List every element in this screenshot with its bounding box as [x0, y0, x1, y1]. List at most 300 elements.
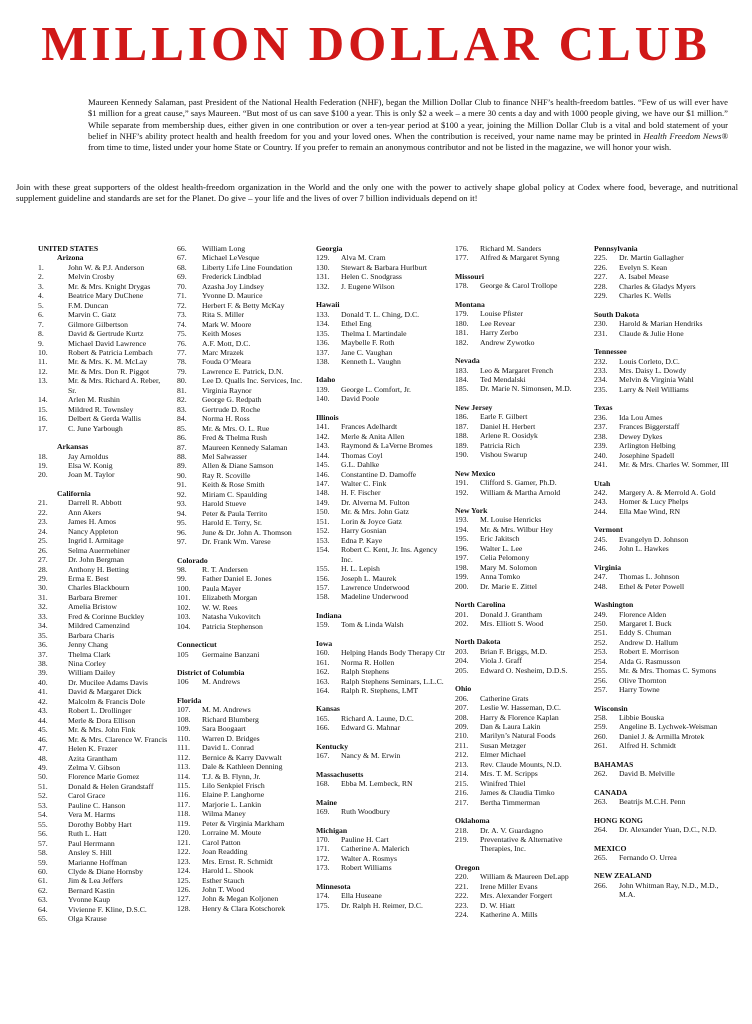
member-entry: [38, 858, 168, 867]
member-name: Fouda O’Meara: [202, 357, 251, 367]
member-number: 159.: [316, 620, 330, 630]
member-entry: [38, 395, 168, 404]
member-number: 146.: [316, 469, 330, 479]
member-number: 198.: [455, 562, 469, 572]
member-entry: [38, 668, 168, 677]
member-entry: [38, 498, 168, 507]
member-entry: [455, 826, 587, 835]
member-entry: [38, 754, 168, 763]
member-name: Clyde & Diane Hornsby: [68, 867, 143, 876]
member-entry: [316, 592, 447, 601]
country-heading: MEXICO: [594, 843, 627, 853]
member-name: Arlen M. Rushin: [68, 395, 120, 405]
member-entry: [38, 593, 168, 602]
member-entry: [316, 526, 447, 535]
member-name: John Whitman Ray, N.D., M.D., M.A.: [619, 880, 719, 900]
member-name: Nina Corley: [68, 659, 106, 669]
member-name: Amelia Bristow: [68, 602, 117, 612]
member-name: Katherine A. Mills: [480, 910, 538, 920]
member-number: 157.: [316, 582, 330, 592]
member-number: 1.: [38, 262, 44, 272]
member-name: Margery A. & Merrold A. Gold: [619, 487, 716, 497]
member-name: Richard A. Laune, D.C.: [341, 713, 414, 723]
state-heading: Arkansas: [57, 442, 89, 452]
member-number: 117.: [177, 799, 191, 809]
member-number: 71.: [177, 291, 187, 301]
member-number: 136.: [316, 338, 330, 348]
member-entry: [177, 781, 307, 790]
member-entry: [455, 338, 587, 347]
member-entry: [316, 432, 447, 441]
member-entry: [594, 647, 734, 656]
member-name: Marilyn’s Natural Foods: [480, 731, 556, 741]
member-name: Mr. & Mrs. Thomas C. Symons: [619, 666, 717, 676]
member-entry: [594, 797, 734, 806]
member-name: Dr. Alexander Yuan, D.C., N.D.: [619, 825, 717, 835]
member-number: 86.: [177, 433, 187, 443]
member-name: Paul Herrmann: [68, 838, 115, 848]
join-paragraph: Join with these great supporters of the oldest health-freedom organization in the World and the only one with the power to actively shape global policy at Codex where food, beverage, and nutritional supplement guideline and standards are set for the Planet. Do give – your life and the lives of over 7 billion individuals depend on it!: [16, 182, 738, 204]
state-heading: New York: [455, 505, 488, 515]
member-entry: [177, 565, 307, 574]
member-entry: [594, 329, 734, 338]
member-name: Donald T. L. Ching, D.C.: [341, 309, 420, 319]
member-name: Yvonne Kaup: [68, 895, 111, 905]
intro-text: Maureen Kennedy Salaman, past President of the National Health Federation (NHF), began the Million Dollar Club to finance NHF’s health-freedom battles. “Few of us will ever have $1 million for a great cause,” says Maureen. “But most of us can save $100 a year. This is only $2 a week – a mere 30 cents a day and with 1000 people giving, we have our $1 million.” While separate from membership dues, either given in one contribution or over a ten-year period at $100 a year, joining the Million Dollar Club is a vital and bold statement of your belief in NHF’s ability protect health and health freedom for you and your loved ones. When the contribution is received, your name name may be printed in: [88, 97, 728, 141]
member-name: Dr. Alverna M. Fulton: [341, 497, 410, 507]
member-name: David & Gertrude Kurtz: [68, 329, 144, 339]
member-entry: [177, 443, 307, 452]
member-entry: [177, 461, 307, 470]
member-number: 79.: [177, 366, 187, 376]
member-name: Dr. Martin Gallagher: [619, 253, 684, 263]
member-name: Alfred & Margaret Synng: [480, 253, 560, 263]
member-name: Dorothy Bobby Hart: [68, 819, 132, 829]
member-name: C. June Yarbough: [68, 423, 123, 433]
member-name: Vera M. Harms: [68, 810, 116, 820]
member-entry: [38, 659, 168, 668]
member-number: 9.: [38, 338, 44, 348]
member-entry: [594, 253, 734, 262]
member-name: Mr. & Mrs. K. M. McLay: [68, 357, 148, 367]
member-name: Thomas Coyl: [341, 450, 383, 460]
member-entry: [316, 385, 447, 394]
member-entry: [316, 348, 447, 357]
member-entry: [594, 507, 734, 516]
member-name: Miriam C. Spaulding: [202, 489, 268, 499]
member-number: 91.: [177, 480, 187, 490]
member-name: George L. Comfort, Jr.: [341, 384, 411, 394]
member-number: 78.: [177, 357, 187, 367]
member-number: 234.: [594, 375, 608, 385]
member-entry: [38, 640, 168, 649]
member-number: 225.: [594, 253, 608, 263]
member-name: Vivienne F. Kline, D.S.C.: [68, 904, 147, 914]
member-name: George G. Redpath: [202, 395, 262, 405]
state-heading: Iowa: [316, 638, 333, 648]
member-name: Stewart & Barbara Hurlburt: [341, 262, 428, 272]
member-name: Michael LeVesque: [202, 253, 260, 263]
member-entry: [455, 412, 587, 421]
member-entry: [38, 310, 168, 319]
member-number: 250.: [594, 618, 608, 628]
member-entry: [455, 582, 587, 591]
member-entry: [594, 497, 734, 506]
member-entry: [38, 687, 168, 696]
member-name: John & Megan Koljonen: [202, 894, 279, 904]
member-entry: [455, 779, 587, 788]
state-heading: Wisconsin: [594, 703, 628, 713]
member-number: 108.: [177, 714, 191, 724]
member-number: 52.: [38, 791, 48, 801]
member-number: 19.: [38, 460, 48, 470]
member-name: A. Isabel Mease: [619, 272, 669, 282]
member-name: David Poole: [341, 394, 380, 404]
member-number: 102.: [177, 602, 191, 612]
member-number: 145.: [316, 460, 330, 470]
member-number: 261.: [594, 741, 608, 751]
member-name: Thelma Clark: [68, 649, 111, 659]
member-name: Mr. & Mrs. John Fink: [68, 725, 136, 735]
country-heading: HONG KONG: [594, 815, 643, 825]
member-entry: [594, 263, 734, 272]
member-entry: [38, 801, 168, 810]
member-entry: [316, 282, 447, 291]
member-number: 32.: [38, 602, 48, 612]
member-name: Germaine Banzani: [202, 649, 260, 659]
member-entry: [177, 499, 307, 508]
state-heading: Virginia: [594, 562, 622, 572]
member-entry: [316, 263, 447, 272]
member-number: 162.: [316, 667, 330, 677]
member-entry: [177, 490, 307, 499]
member-number: 54.: [38, 810, 48, 820]
member-column-4: [455, 244, 587, 920]
member-name: Zelma V. Gibson: [68, 763, 121, 773]
member-number: 248.: [594, 581, 608, 591]
member-number: 11.: [38, 357, 48, 367]
member-name: Michael David Lawrence: [68, 338, 147, 348]
member-entry: [177, 593, 307, 602]
member-entry: [316, 422, 447, 431]
state-heading: Missouri: [455, 271, 485, 281]
member-name: Mrs. Daisy L. Dowdy: [619, 365, 687, 375]
member-name: Ella Huseane: [341, 891, 382, 901]
member-name: Mr. & Mrs. John Gatz: [341, 507, 409, 517]
member-number: 260.: [594, 731, 608, 741]
member-entry: [594, 572, 734, 581]
member-entry: [455, 366, 587, 375]
member-number: 2.: [38, 272, 44, 282]
state-heading: Oklahoma: [455, 816, 490, 826]
member-name: Olga Krause: [68, 914, 107, 924]
member-name: David B. Melville: [619, 769, 675, 779]
member-entry: [455, 835, 587, 854]
member-name: M. M. Andrews: [202, 705, 251, 715]
member-number: 256.: [594, 675, 608, 685]
member-number: 121.: [177, 837, 191, 847]
member-name: Ralph Stephens: [341, 667, 390, 677]
member-number: 187.: [455, 421, 469, 431]
member-name: Mark W. Moore: [202, 319, 252, 329]
member-name: Thelma I. Martindale: [341, 328, 407, 338]
member-name: Joseph L. Maurek: [341, 573, 397, 583]
member-entry: [455, 572, 587, 581]
member-entry: [594, 366, 734, 375]
member-entry: [177, 612, 307, 621]
member-number: 22.: [38, 507, 48, 517]
member-entry: [177, 677, 307, 686]
member-entry: [177, 376, 307, 385]
member-entry: [316, 310, 447, 319]
member-name: Irene Miller Evans: [480, 881, 538, 891]
member-name: Jay Arnoldus: [68, 451, 109, 461]
member-name: Helen K. Frazer: [68, 744, 118, 754]
member-name: Larry & Neil Williams: [619, 384, 689, 394]
member-name: Mr. & Mrs. Knight Drygas: [68, 281, 151, 291]
member-number: 27.: [38, 555, 48, 565]
member-entry: [38, 263, 168, 272]
member-name: Ruth Woodbury: [341, 807, 390, 817]
member-entry: [316, 498, 447, 507]
member-entry: [594, 825, 734, 834]
member-number: 109.: [177, 724, 191, 734]
member-number: 44.: [38, 715, 48, 725]
member-entry: [38, 329, 168, 338]
member-name: Brian F. Briggs, M.D.: [480, 646, 548, 656]
member-entry: [38, 612, 168, 621]
member-number: 262.: [594, 769, 608, 779]
member-name: Claude & Julie Hone: [619, 328, 684, 338]
member-number: 30.: [38, 583, 48, 593]
member-number: 160.: [316, 648, 330, 658]
member-number: 70.: [177, 281, 187, 291]
member-entry: [38, 631, 168, 640]
member-number: 254.: [594, 656, 608, 666]
magazine-name: Health Freedom News®: [643, 130, 728, 141]
member-number: 85.: [177, 423, 187, 433]
member-name: Jenny Chang: [68, 640, 108, 650]
member-entry: [38, 905, 168, 914]
member-name: Celia Pelomony: [480, 553, 530, 563]
member-entry: [594, 291, 734, 300]
member-name: Ted Mendalski: [480, 374, 526, 384]
member-number: 251.: [594, 628, 608, 638]
member-number: 96.: [177, 527, 187, 537]
member-number: 214.: [455, 769, 469, 779]
member-name: James H. Amos: [68, 517, 117, 527]
member-name: Elmer Michael: [480, 750, 526, 760]
member-name: Marianne Hoffman: [68, 857, 127, 867]
member-number: 257.: [594, 685, 608, 695]
state-heading: Oregon: [455, 862, 480, 872]
member-number: 111.: [177, 743, 190, 753]
member-entry: [177, 320, 307, 329]
member-number: 141.: [316, 422, 330, 432]
member-number: 184.: [455, 374, 469, 384]
member-name: Charles K. Wells: [619, 291, 671, 301]
member-number: 36.: [38, 640, 48, 650]
member-number: 195.: [455, 534, 469, 544]
member-name: David & Margaret Dick: [68, 687, 142, 697]
member-entry: [316, 357, 447, 366]
member-number: 133.: [316, 309, 330, 319]
member-name: Eddy S. Chuman: [619, 628, 672, 638]
member-entry: [38, 320, 168, 329]
member-name: Selma Auerrnehiner: [68, 545, 130, 555]
member-entry: [38, 536, 168, 545]
member-number: 178.: [455, 281, 469, 291]
member-entry: [594, 769, 734, 778]
member-number: 227.: [594, 272, 608, 282]
member-number: 3.: [38, 281, 44, 291]
member-number: 116.: [177, 790, 191, 800]
member-number: 122.: [177, 847, 191, 857]
member-name: Pauline H. Cart: [341, 835, 389, 845]
member-name: Liberty Life Line Foundation: [202, 262, 293, 272]
member-name: R. T. Andersen: [202, 564, 248, 574]
member-number: 165.: [316, 713, 330, 723]
member-number: 83.: [177, 404, 187, 414]
member-entry: [316, 488, 447, 497]
member-entry: [316, 574, 447, 583]
member-number: 180.: [455, 318, 469, 328]
member-entry: [38, 583, 168, 592]
member-number: 156.: [316, 573, 330, 583]
member-entry: [38, 914, 168, 923]
member-number: 150.: [316, 507, 330, 517]
member-name: Joan Readding: [202, 847, 248, 857]
member-number: 199.: [455, 572, 469, 582]
state-heading: Hawaii: [316, 300, 340, 310]
member-number: 104.: [177, 621, 191, 631]
member-name: F.M. Duncan: [68, 300, 109, 310]
state-heading: Texas: [594, 403, 613, 413]
member-entry: [38, 744, 168, 753]
member-number: 130.: [316, 262, 330, 272]
member-number: 100.: [177, 583, 191, 593]
member-entry: [177, 574, 307, 583]
member-number: 215.: [455, 778, 469, 788]
member-name: Ralph Stephens Seminars, L.L.C.: [341, 676, 444, 686]
member-name: Charles & Gladys Myers: [619, 281, 696, 291]
member-number: 169.: [316, 807, 330, 817]
member-number: 190.: [455, 450, 469, 460]
member-number: 23.: [38, 517, 48, 527]
member-number: 21.: [38, 498, 48, 508]
member-name: Donald J. Grantham: [480, 609, 543, 619]
member-entry: [316, 507, 447, 516]
member-number: 77.: [177, 347, 187, 357]
member-name: H. F. Fischer: [341, 488, 381, 498]
member-number: 46.: [38, 734, 48, 744]
member-name: James & Claudia Timko: [480, 788, 555, 798]
member-name: Mr. & Mrs. Wilbur Hey: [480, 524, 554, 534]
member-number: 55.: [38, 819, 48, 829]
member-number: 114.: [177, 771, 191, 781]
member-number: 13.: [38, 376, 48, 386]
member-number: 167.: [316, 751, 330, 761]
member-entry: [177, 772, 307, 781]
member-entry: [455, 731, 587, 740]
member-number: 253.: [594, 647, 608, 657]
member-number: 99.: [177, 574, 187, 584]
member-entry: [455, 882, 587, 891]
member-name: Harold E. Terry, Sr.: [202, 518, 262, 528]
member-entry: [594, 375, 734, 384]
member-entry: [316, 677, 447, 686]
state-heading: New Jersey: [455, 402, 493, 412]
member-number: 60.: [38, 867, 48, 876]
member-name: Malcolm & Francis Dole: [68, 696, 146, 706]
member-entry: [455, 375, 587, 384]
member-number: 81.: [177, 385, 187, 395]
member-entry: [177, 828, 307, 837]
member-entry: [594, 610, 734, 619]
member-entry: [177, 866, 307, 875]
member-entry: [177, 339, 307, 348]
member-number: 175.: [316, 900, 330, 910]
member-name: Fred & Corinne Buckley: [68, 611, 145, 621]
member-entry: [177, 715, 307, 724]
page-title: MILLION DOLLAR CLUB: [41, 16, 711, 71]
member-name: Frances Adelhardt: [341, 422, 398, 432]
member-number: 20.: [38, 470, 48, 480]
member-name: Marjorie L. Lankin: [202, 799, 262, 809]
member-name: Ida Lou Ames: [619, 412, 663, 422]
member-name: Marc Mrazek: [202, 347, 244, 357]
member-entry: [455, 319, 587, 328]
member-number: 8.: [38, 329, 44, 339]
member-name: Merle & Anita Allen: [341, 431, 405, 441]
member-entry: [38, 339, 168, 348]
member-entry: [316, 714, 447, 723]
member-number: 68.: [177, 262, 187, 272]
member-name: Catherine A. Malerich: [341, 844, 410, 854]
member-name: Ann Akers: [68, 507, 102, 517]
member-number: 217.: [455, 797, 469, 807]
member-number: 88.: [177, 451, 187, 461]
member-entry: [177, 894, 307, 903]
member-number: 194.: [455, 524, 469, 534]
member-entry: [177, 471, 307, 480]
member-entry: [594, 853, 734, 862]
member-entry: [316, 658, 447, 667]
member-number: 186.: [455, 412, 469, 422]
member-number: 224.: [455, 910, 469, 920]
member-number: 37.: [38, 649, 48, 659]
member-name: Gertrude D. Roche: [202, 404, 261, 414]
member-name: Thomas L. Johnson: [619, 572, 680, 582]
member-name: Mr. & Mrs. Don R. Piggot: [68, 366, 150, 376]
member-entry: [38, 517, 168, 526]
member-entry: [38, 301, 168, 310]
member-number: 51.: [38, 781, 48, 791]
member-entry: [38, 820, 168, 829]
member-number: 236.: [594, 412, 608, 422]
member-number: 192.: [455, 487, 469, 497]
member-number: 205.: [455, 665, 469, 675]
member-name: Lawrence E. Patrick, D.N.: [202, 366, 284, 376]
member-entry: [455, 760, 587, 769]
state-heading: Kentucky: [316, 741, 349, 751]
member-number: 252.: [594, 637, 608, 647]
member-number: 171.: [316, 844, 330, 854]
member-number: 137.: [316, 347, 330, 357]
member-name: Madeline Underwood: [341, 592, 409, 602]
member-number: 259.: [594, 722, 608, 732]
member-entry: [594, 722, 734, 731]
